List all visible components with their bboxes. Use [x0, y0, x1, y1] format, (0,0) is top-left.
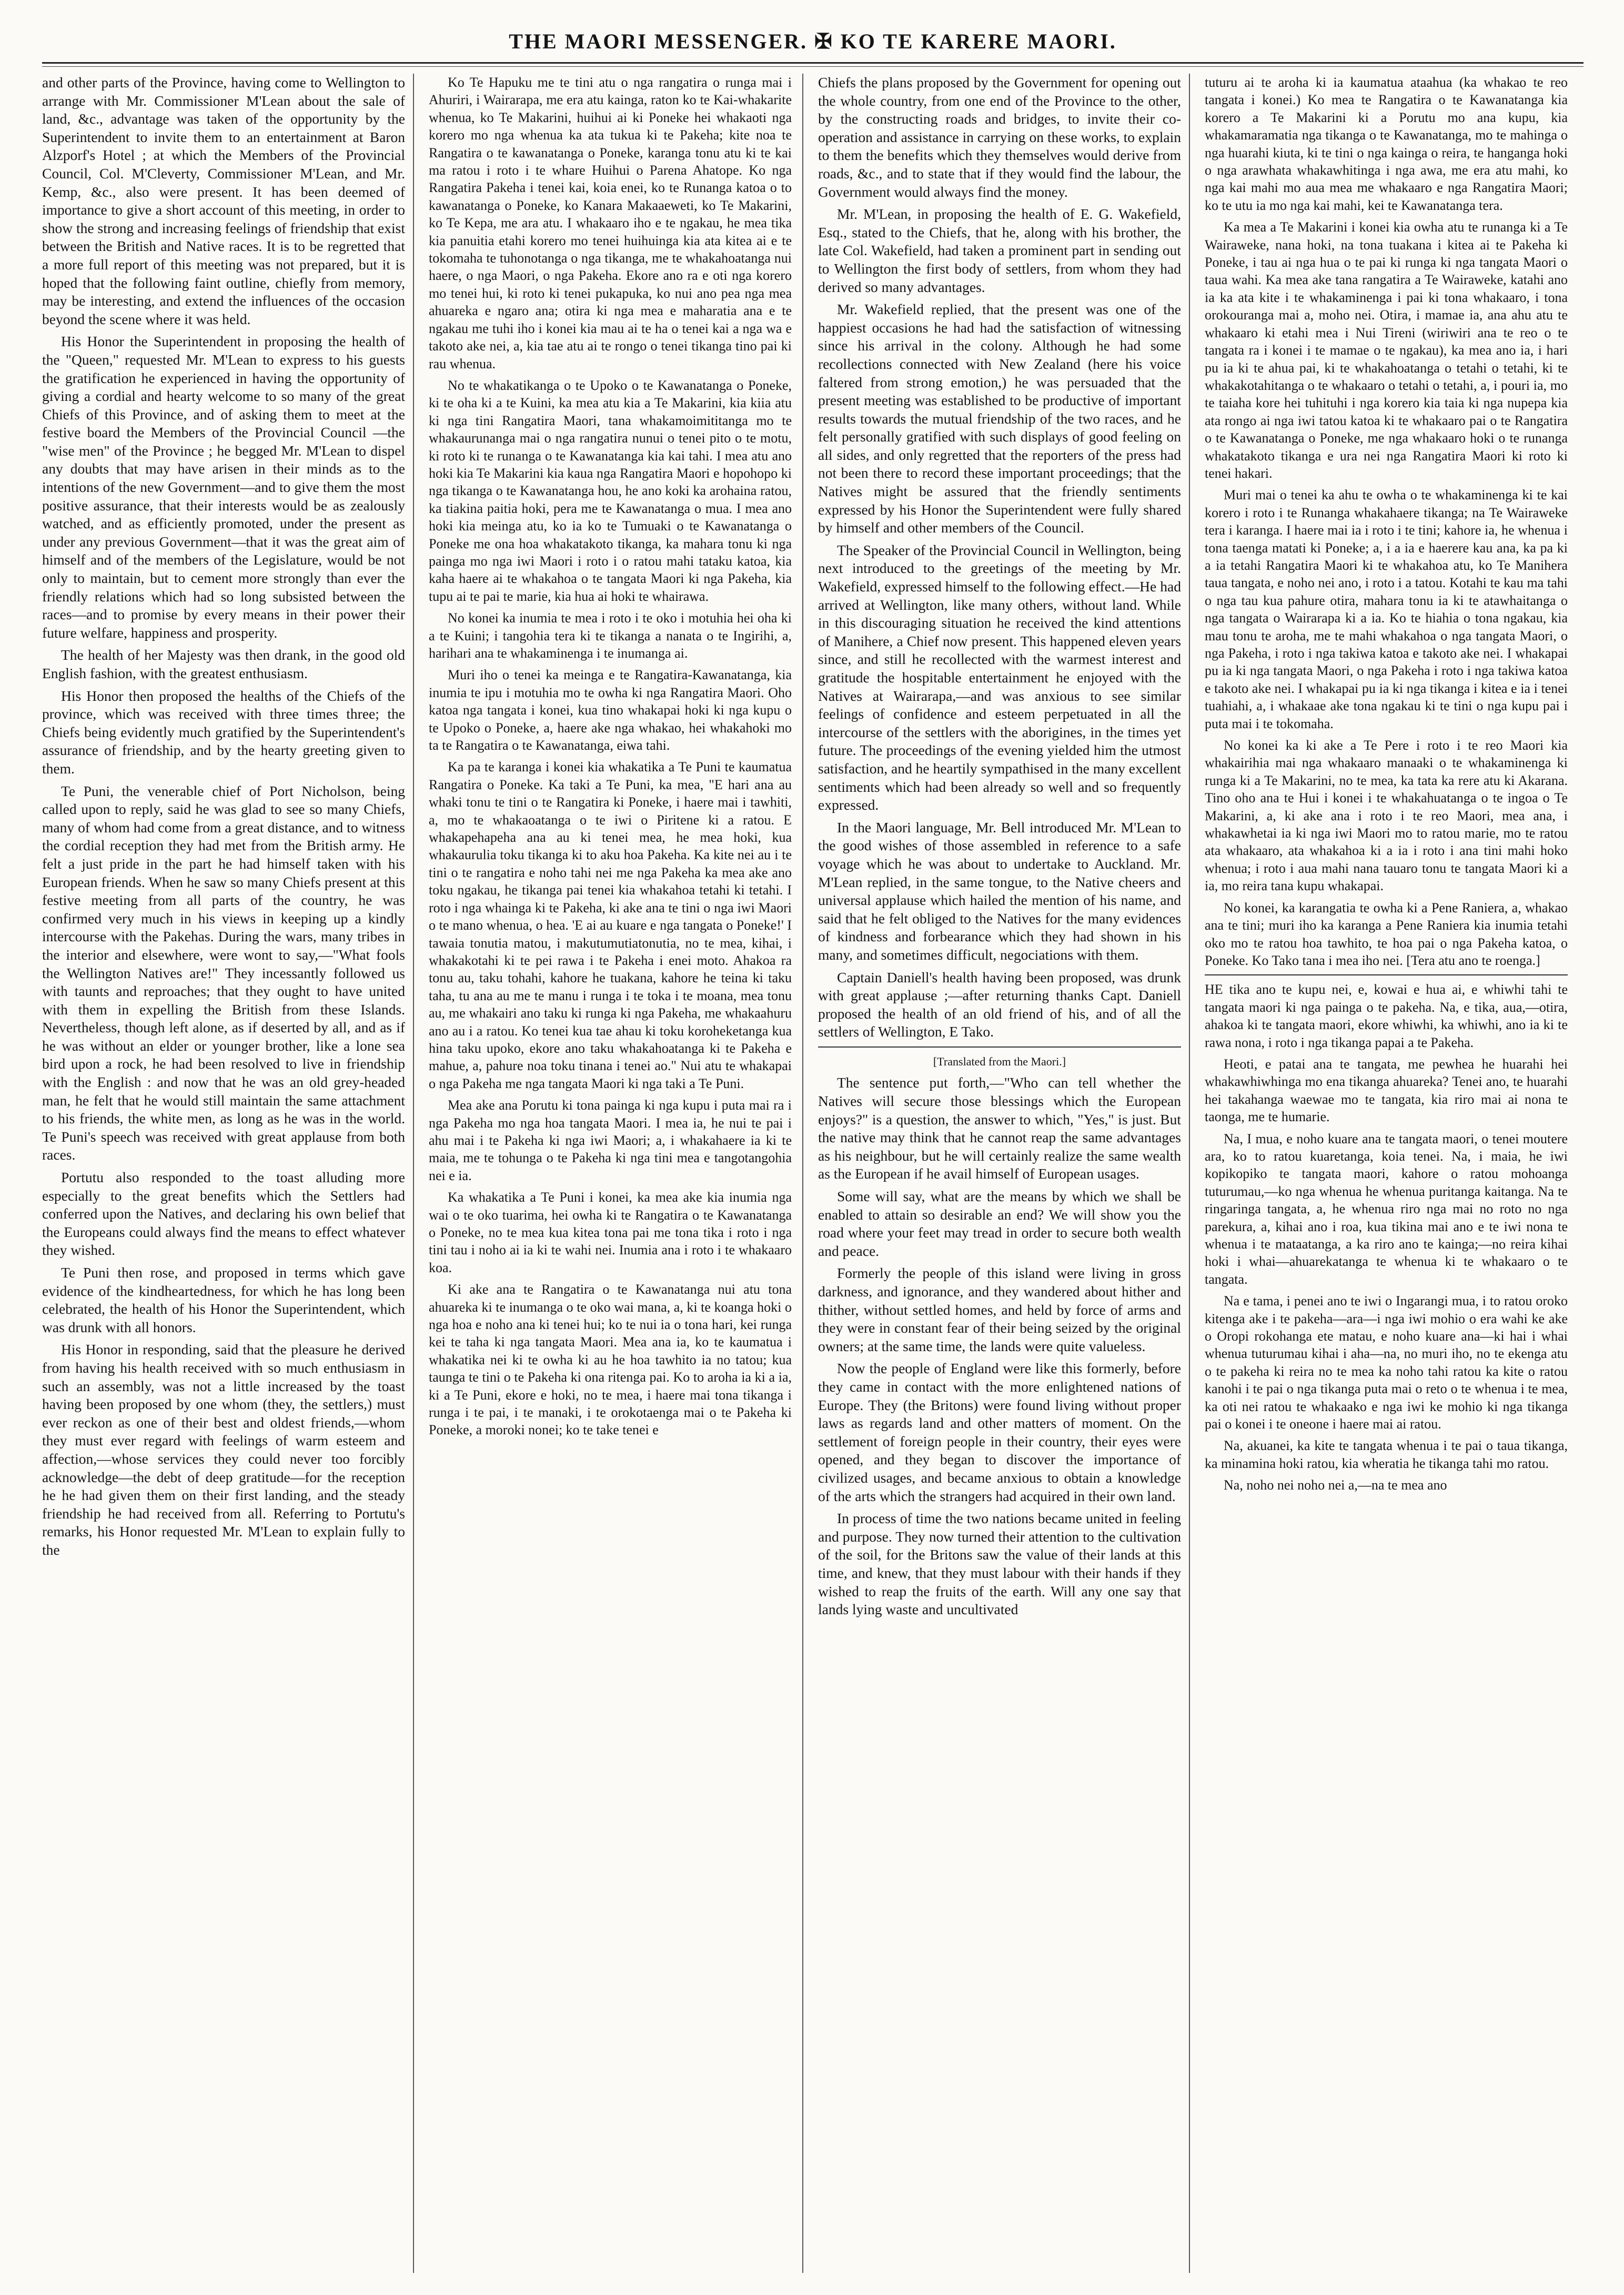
- paragraph: No te whakatikanga o te Upoko o te Kawanatanga o Poneke, ki te oha ki a te Kuini, ka mea atu kia a Te Makarini, kia kiia atu ki nga tini Rangatira Maori, tana whakamoimititanga mo te whakaurunanga mai o nga rangatira nunui o tenei pito o te motu, ki roto ki te runanga o te Kawanatanga kia kai tahi. I mea atu ano hoki kia Te Makarini kia kaua nga Rangatira Maori e hopohopo ki nga tikanga o te Kawanatanga hou, he ano koki ka arohaina ratou, ka tiakina paitia hoki, pera me te Kawanatanga o mua. I mea ano hoki kia meinga atu, ko ia ko te Tumuaki o te Kawanatanga o Poneke me ona hoa whakatakoto tikanga, ka mahara tonu ki nga painga mo nga iwi Maori i roto i o ratou mahi tataku katoa, kia kaha haere ai te whakahoa o te tangata Maori ki nga Pakeha, kia tupu ai te pai te marie, kia hua ai hoki te whairawa.: [429, 377, 792, 604]
- paragraph: HE tika ano te kupu nei, e, kowai e hua ai, e whiwhi tahi te tangata maori ki nga painga o te pakeha. Na, e tika, aua,—otira, ahakoa ki te tangata maori, ekore whiwhi, ka whiwhi, ano ia ki te rawa nona, i roto i nga tikanga papai a te Pakeha.: [1205, 982, 1568, 1050]
- paragraph: The Speaker of the Provincial Council in Wellington, being next introduced to the greetings of the meeting by Mr. Wakefield, expressed himself to the following effect.—He had arrived at Wellington, like many others, without land. While in this discouraging situation he received the kind attentions of Manihere, a Chief now present. This happened eleven years since, and still he recollected with the warmest interest and gratitude the hospitable entertainment he enjoyed with the Natives at Wairarapa,—and was anxious to see similar feelings of confidence and esteem perpetuated in all the intercourse of the settlers with the aborigines, in the times yet future. The proceedings of the evening yielded him the utmost satisfaction, and he heartily sympathised in the many excellent sentiments which had been already so well and so frequently expressed.: [818, 541, 1181, 813]
- paragraph: Ka pa te karanga i konei kia whakatika a Te Puni te kaumatua Rangatira o Poneke. Ka taki a Te Puni, ka mea, "E hari ana au whaki tonu te tini o te Rangatira ki Poneke, i haere mai i tawhiti, a, mo te whakaoatanga o te iwi o Piritene ki a ratou. E whakapehapeha ana au ki tenei mea, he mea hoki, kua whakaurulia toku tikanga ki to aku hoa Pakeha. Ka kite nei au i te tini o te rangatira e noho tahi nei me nga Pakeha ka mea ake ano toku ngakau, he tikanga pai tenei kia whakahoa tetahi ki tetahi. I roto i nga whainga ki te Pakeha, ki ake ana te tini o nga iwi Maori o te mano whenua, o hea. 'E ai au kuare e nga tangata o Poneke!' I tawaia tonutia matou, i makutumutiatonutia, no te mea, kihai, i whakakotahi ki te pei rawa i te Pakeha i enei moto. Ahakoa ra tonu au, taku tohahi, kahore he tuakana, kahore he teina ki taku taha, tu ana au me te manu i runga i te toka i te moana, mea tonu au, me whakairi ano taku ki runga ki nga Pakeha, me whakaahuru ano au i a ratou. Ko tenei kua tae ahau ki toku koroheketanga kua hina taku upoko, ekore ano taku whakahoatanga ki te Pakeha e mahue, a, pahure noa toku tinana i tenei ao." Nui atu te whakapai o nga Pakeha me nga tangata Maori ki nga taki a Te Puni.: [429, 759, 792, 1091]
- column-maori-2: [1205, 74, 1568, 2273]
- paragraph: Ko Te Hapuku me te tini atu o nga rangatira o runga mai i Ahuriri, i Wairarapa, me era atu kainga, raton ko te Kai-whakarite whenua, ko Te Makarini, huihui ai ki Poneke hei whakaoti nga korero mo nga whenua ka ata tukua ki te Pakeha; kite noa te Rangatira o te kawanatanga o Poneke, karanga tonu atu ki te kai ma ratou i roto i te whare Huihui o Parena Ahatope. Ko nga Rangatira Pakeha i tenei kai, koia enei, ko te Runanga katoa o to kawanatanga o Poneke, ko Kanara Makaaeweti, ko Te Makarini, ko Te Kepa, me ara atu. I whakaaro iho e te ngakau, he mea tika kia panuitia etahi korero mo tenei huihuinga kia ata kitea ai e te tokomaha te tuhonotanga o nga tikanga, me te whakahoatanga nui haere, o nga Maori, o nga Pakeha. Ekore ano ra e oti nga korero mo tenei hui, ki roto ki tenei pukapuka, ko nui ano pea nga mea ahuareka e ngaro ana; otira ki nga mea e maharatia ana e te ngakau me tuhi iho i konei kia mau ai te ha o tenei kai a nga wa e takoto ake nei, a, kia tae atu ai te rongo o tenei tikanga tino pai ki rau whenua.: [429, 75, 792, 371]
- column-english-2: [818, 74, 1181, 2273]
- masthead-rule-thin: [42, 66, 1583, 67]
- paragraph: Now the people of England were like this formerly, before they came in contact with the more enlightened nations of Europe. They (the Britons) were found living without proper laws as regards land and other matters of moment. On the settlement of foreign people in their country, their eyes were opened, and they began to discover the importance of civilized usages, and became anxious to obtain a knowledge of the arts which the strangers had acquired in their own land.: [818, 1360, 1181, 1504]
- paragraph: Na e tama, i penei ano te iwi o Ingarangi mua, i to ratou oroko kitenga ake i te pakeha—ara—i nga iwi mohio o era wahi ke ake o Oropi rokohanga ete matau, e noho kuare ana—ki hai i whai whenua tuturumau kihai i aha—na, no muri iho, no te ekenga atu o te pakeha ki reira no te mea ka noho tahi ratou ka kite o ratou kanohi i te pai o nga tikanga puta mai o reto o te whenua i te mea, ka oti nei ratou te whakaako e nga iwi ke mohio ki nga tikanga pai o konei i te oneone i haere mai ai ratou.: [1205, 1293, 1568, 1432]
- paragraph: No konei ka inumia te mea i roto i te oko i motuhia hei oha ki a te Kuini; i tangohia tera ki te tikanga a nanata o te Ingirihi, a, harihari ana te whakaminenga i te inumanga ai.: [429, 610, 792, 661]
- paragraph: Na, noho nei noho nei a,—na te mea ano: [1224, 1477, 1447, 1493]
- column-divider: [413, 74, 414, 2273]
- translated-note: [Translated from the Maori.]: [933, 1054, 1066, 1068]
- paragraph: Muri mai o tenei ka ahu te owha o te whakaminenga ki te kai korero i roto i te Runanga whakahaere tikanga; na Te Wairaweke tera i karanga. I haere mai ia i roto i te tini; kahore ia, he whenua i tona taenga matati ki Poneke; a, i a ia e haerere kau ana, ka pa ki a ia tetahi Rangatira Maori ki te whakahoa atu, ko Te Manihera taua tangata, e noho nei ano, i roto i a tatou. Kotahi te kau ma tahi o nga tau kua pahure otira, mahara tonu ia ki te atawhaitanga o nga tangata o Wairarapa ki a ia. Ko te hiahia o tona ngakau, kia mau tonu te aroha, me te mahi whakahoa o nga tangata Maori, o nga Pakeha, i roto i nga takiwa katoa e takoto ake nei. I whakapai pu ia ki nga tangata Maori, o nga Pakeha i roto i nga takiwa katoa e takoto ake nei. I whakapai pu ia ki nga tikanga i kitea e ia i tenei tuahiahi, a, i whakaae ake tona ngakau ki te tini o nga kupu pai i puta mai i te tokomaha.: [1205, 487, 1568, 731]
- column-divider: [1189, 74, 1190, 2273]
- masthead-english-title: THE MAORI MESSENGER.: [509, 29, 808, 53]
- paragraph: In process of time the two nations became united in feeling and purpose. They now turned their attention to the cultivation of the soil, for the Britons saw the value of their lands at this time, and knew, that they must labour with their hands if they wished to reap the fruits of the earth. Will any one say that lands lying waste and uncultivated: [818, 1510, 1181, 1618]
- paragraph: Chiefs the plans proposed by the Government for opening out the whole country, from one end of the Province to the other, by the constructing roads and bridges, to invite their co-operation and assistance in carrying on these works, to explain to them the benefits which they themselves would derive from roads, &c., and to state that if they would find the labour, the Government would always find the money.: [818, 74, 1181, 200]
- paragraph: Na, akuanei, ka kite te tangata whenua i te pai o taua tikanga, ka minamina hoki ratou, kia wheratia he tikanga tahi mo ratou.: [1205, 1438, 1568, 1471]
- masthead-ornament: ✠: [814, 29, 834, 53]
- paragraph: Captain Daniell's health having been proposed, was drunk with great applause ;—after returning thanks Capt. Daniell proposed the health of an old friend of his, and of all the settlers of Wellington, E Tako.: [818, 969, 1181, 1040]
- paragraph: Ka mea a Te Makarini i konei kia owha atu te runanga ki a Te Wairaweke, nana hoki, na tona tuakana i kitea ai te Pakeha ki Poneke, i tau ai nga hua o te pai ki runga ki nga tangata Maori o taua wahi. Ka mea ake tana rangatira a Te Wairaweke, katahi ano ia ka ata kite i te whakaminenga i pai ki tona whakaaro, i tona orokouranga mai a, moho nei. Otira, i mamae ia, ana ahu atu te whakaaro ki etahi mea i Nui Tireni (wiriwiri ana te reo o te tangata ra i konei i te mamae o te ngakau), ka mea ano ia, i hari pu ia ki te ahua pai, ki te whakahoatanga o tetahi o tetahi, ki te whakakotahitanga o te whakaaro o tetahi o tetahi, a, i pouri ia, mo te taiaha kore hei tuhituhi i nga korero kia taia ki nga nupepa kia ata rongo ai nga iwi tatou katoa ki te whakaaro pai o te Rangatira o te Kawanatanga o Poneke, me nga whakaaro hoki o te runanga whakatakoto tikanga e ura nei nga Rangatira Maori ki roto ki tenei hakari.: [1205, 219, 1568, 481]
- paragraph: and other parts of the Province, having come to Wellington to arrange with Mr. Commissioner M'Lean about the sale of land, &c., advantage was taken of the opportunity by the Superintendent to invite them to an entertainment at Baron Alzporf's Hotel ; at which the Members of the Provincial Council, Col. M'Cleverty, Commissioner M'Lean, and Mr. Kemp, &c., also were present. It has been deemed of importance to give a short account of this meeting, in order to show the strong and increasing feelings of friendship that exist between the British and Native races. It is to be regretted that a more full report of this meeting was not prepared, but it is hoped that the following faint outline, chiefly from memory, may be interesting, and extend the influences of the occasion beyond the scene where it was held.: [42, 74, 405, 327]
- paragraph: Heoti, e patai ana te tangata, me pewhea he huarahi hei whakawhiwhinga mo ena tikanga ahuareka? Tenei ano, te huarahi hei takahanga waewae mo te tangata, kia riro mai ai nona te taonga, me te humarie.: [1205, 1056, 1568, 1125]
- masthead-maori-title: KO TE KARERE MAORI.: [840, 29, 1117, 53]
- column-divider: [802, 74, 803, 2273]
- masthead-rule: [42, 62, 1583, 64]
- article-divider: [1205, 974, 1568, 975]
- paragraph: His Honor the Superintendent in proposing the health of the "Queen," requested Mr. M'Lean to express to his guests the gratification he experienced in having the opportunity of giving a cordial and hearty welcome to so many of the great Chiefs of this Province, and of asking them to meet at the festive board the Members of the Provincial Council —the "wise men" of the Province ; he begged Mr. M'Lean to dispel any doubts that may have arisen in their minds as to the intentions of the new Government—and to give them the most positive assurance, that their interests would be as zealously watched, and as efficiently promoted, under the present as under any previous Government—that it was the great aim of himself and of the members of the Legislature, would be not only to maintain, but to cement more strongly than ever the friendly relations which had so long subsisted between the races—and to promise by every means in their power their future welfare, happiness and prosperity.: [42, 333, 405, 641]
- paragraph: Ki ake ana te Rangatira o te Kawanatanga nui atu tona ahuareka ki te inumanga o te oko wai mana, a, ki te koanga hoki o nga hoa e noho ana ki tenei hui; ko te nui ia o tona hari, kei runga kei te taha ki nga tangata Maori. Mea ana ia, ko te kaumatua i whakatika nei ki te owha ki au he hoa tawhito ia no tatou; kua taunga te tini o te Pakeha ki ona ritenga pai. Ko to aroha ia ki a ia, ki a Te Puni, ekore e hoki, no te mea, i haere mai tona tikanga i runga i te pai, i te manaki, i te orokotaenga mai o te Pakeha ki Poneke, a moroki nonei; ko te take tenei e: [429, 1282, 792, 1438]
- masthead: [42, 29, 1583, 61]
- article-divider: [818, 1046, 1181, 1048]
- paragraph: Na, I mua, e noho kuare ana te tangata maori, o tenei moutere ara, ko to ratou kuaretanga, koia tenei. Na, i maia, he iwi kopikopiko te tangata maori, kahore o ratou mohoanga tuturumau,—ko nga whenua he whenua puritanga kaitanga. Na te ringaringa tangata, a, he whenua riro nga mai no roto no nga parekura, a, kihai ano i roa, kua tikina mai ano e te iwi nona te whenua i te mataatanga, a ka riro ano te kainga;—no reira kihai hoki i whai—ahuarekatanga te whenua ki te whakaaro o te tangata.: [1205, 1131, 1568, 1287]
- paragraph: Mr. Wakefield replied, that the present was one of the happiest occasions he had had the satisfaction of witnessing since his arrival in the colony. Although he had some recollections connected with New Zealand (here his voice faltered from strong emotion,) he was persuaded that the present meeting was established to be productive of important results towards the mutual friendship of the two races, and he felt personally gratified with such displays of good feeling on all sides, and only regretted that the reporters of the press had not been there to record these important proceedings; that the Natives might be assured that the friendly sentiments expressed by his Honor the Superintendent were fully shared by himself and other members of the Council.: [818, 301, 1181, 536]
- paragraph: Formerly the people of this island were living in gross darkness, and ignorance, and they wandered about hither and thither, without settled homes, and held by force of arms and they were in constant fear of their being seized by the original owners; at the same time, the lands were quite valueless.: [818, 1265, 1181, 1354]
- paragraph: Muri iho o tenei ka meinga e te Rangatira-Kawanatanga, kia inumia te ipu i motuhia mo te owha ki nga Rangatira Maori. Oho katoa nga tangata i konei, kua tino whakapai hoki ki nga kupu o te Upoko o Poneke, a, haere ake nga whakao, hei whakahoki mo ta te Rangatira o te Kawanatanga, eiwa tahi.: [429, 667, 792, 753]
- paragraph: The sentence put forth,—"Who can tell whether the Natives will secure those blessings which the European enjoys?" is a question, the answer to which, "Yes," is just. But the native may think that he cannot reap the same advantages as his neighbour, but he will certainly realize the same wealth as the European if he avail himself of European usages.: [818, 1074, 1181, 1182]
- paragraph: Mea ake ana Porutu ki tona painga ki nga kupu i puta mai ra i nga Pakeha mo nga hoa tangata Maori. I mea ia, he nui te pai i ahu mai i te Pakeha ki nga iwi Maori; a, i whakahaere ia ki te maia, me te tohunga o te Pakeha ki nga tini mea e tangotangohia nei e ia.: [429, 1098, 792, 1183]
- paragraph: No konei, ka karangatia te owha ki a Pene Raniera, a, whakao ana te tini; muri iho ka karanga a Pene Raniera kia inumia tetahi oko mo te ratou hoa tawhito, te hoa pai o nga Pakeha katoa, o Poneke. Ko Tako tana i mea iho nei. [Tera atu ano te roenga.]: [1205, 900, 1568, 968]
- paragraph: Te Puni, the venerable chief of Port Nicholson, being called upon to reply, said he was glad to see so many Chiefs, many of whom had come from a great distance, and to witness the cordial reception they had met from the British army. He felt a just pride in the part he had himself taken with his European friends. When he saw so many Chiefs present at this festive meeting from all parts of the country, he was confirmed very much in his views in keeping up a kindly intercourse with the Pakehas. During the wars, many tribes in the interior and elsewhere, were wont to say,—"What fools the Wellington Natives are!" They incessantly followed us with taunts and reproaches; that they ought to have united with them in expelling the British from these Islands. Nevertheless, though left alone, as if deserted by all, and as if he was without an elder or younger brother, like a lone sea bird upon a rock, he had been resolved to live in friendship with the English : and now that he was an old grey-headed man, he felt that he would still maintain the same attachment to his friends, the white men, as long as he was in the world. Te Puni's speech was received with great applause from both races.: [42, 782, 405, 1163]
- paragraph: No konei ka ki ake a Te Pere i roto i te reo Maori kia whakairihia mai nga whakaaro manaaki o te whakaminenga ki runga ki a Te Makarini, no te mea, ka tata ka rere atu ki Akarana. Tino oho ana te Hui i konei i te whakahuatanga o te ingoa o Te Makarini, a, ki ake ana i roto i te reo Maori, mea ana, i whakawhetai ia ki nga iwi Maori mo to ratou marie, mo te ratou ata whakaaro, ata whakahoa ki a ia i roto i ana tini mahi hoko whenua; i roto i aua mahi nana tauaro tonu te tangata Maori ki a ia, mo reira tana kupu whakapai.: [1205, 738, 1568, 894]
- paragraph: tuturu ai te aroha ki ia kaumatua ataahua (ka whakao te reo tangata i konei.) Ko mea te Rangatira o te Kawanatanga kia korero a Te Makarini ki a Porutu mo ana kupu, kia whakamaramatia nga tikanga o te Kawanatanga, mo te mahinga o nga huarahi kiuta, ki te tini o nga kainga o reira, te hanganga hoki o nga arawhata whakawhitinga i nga awa, me era atu mahi, ko nga kai mahi mo aua mea me whakaaro e nga Rangatira Maori; ko te utu ia mo nga kai mahi, kei te Kawanatanga tera.: [1205, 75, 1568, 213]
- paragraph: Some will say, what are the means by which we shall be enabled to attain so desirable an end? We will show you the road where your feet may tread in order to secure both wealth and peace.: [818, 1188, 1181, 1259]
- column-english-1: [42, 74, 405, 2273]
- paragraph: The health of her Majesty was then drank, in the good old English fashion, with the greatest enthusiasm.: [42, 647, 405, 681]
- paragraph: In the Maori language, Mr. Bell introduced Mr. M'Lean to the good wishes of those assembled in reference to a safe voyage which he was about to undertake to Auckland. Mr. M'Lean replied, in the same tongue, to the Native cheers and universal applause which hailed the mention of his name, and said that he felt obliged to the Natives for the many evidences of kindness and forbearance which they had shown in his many, and sometimes difficult, negociations with them.: [818, 819, 1181, 963]
- column-maori-1: [429, 74, 792, 2273]
- paragraph: Te Puni then rose, and proposed in terms which gave evidence of the kindheartedness, for which he has long been celebrated, the health of his Honor the Superintendent, which was drunk with all honors.: [42, 1264, 405, 1335]
- paragraph: His Honor in responding, said that the pleasure he derived from having his health received with so much enthusiasm in such an assembly, was not a little increased by the toast having been proposed by one whom (they, the settlers,) must ever reckon as one of their best and oldest friends,—whom they must ever regard with feelings of warm esteem and affection,—whose services they could never too forcibly acknowledge—the debt of deep gratitude—for the reception he he had given them on their first landing, and the steady friendship he had received from all. Referring to Portutu's remarks, his Honor requested Mr. M'Lean to explain fully to the: [42, 1341, 405, 1558]
- paragraph: His Honor then proposed the healths of the Chiefs of the province, which was received with three times three; the Chiefs being evidently much gratified by the Superintendent's assurance of friendship, and by the hearty greeting given to them.: [42, 687, 405, 777]
- paragraph: Portutu also responded to the toast alluding more especially to the great benefits which the Settlers had conferred upon the Natives, and declaring his own belief that the Europeans could always find the means to effect whatever they wished.: [42, 1169, 405, 1259]
- paragraph: Mr. M'Lean, in proposing the health of E. G. Wakefield, Esq., stated to the Chiefs, that he, along with his brother, the late Col. Wakefield, had taken a prominent part in sending out to Wellington the first body of settlers, from whom they had derived so many advantages.: [818, 206, 1181, 295]
- paragraph: Ka whakatika a Te Puni i konei, ka mea ake kia inumia nga wai o te oko tuarima, hei owha ki te Rangatira o te Kawanatanga o Poneke, no te mea kua kitea tona pai me tona tika i roto i nga tini tau i noho ai ia ki te wahi nei. Inumia ana i roto i te whakaaro koa.: [429, 1190, 792, 1275]
